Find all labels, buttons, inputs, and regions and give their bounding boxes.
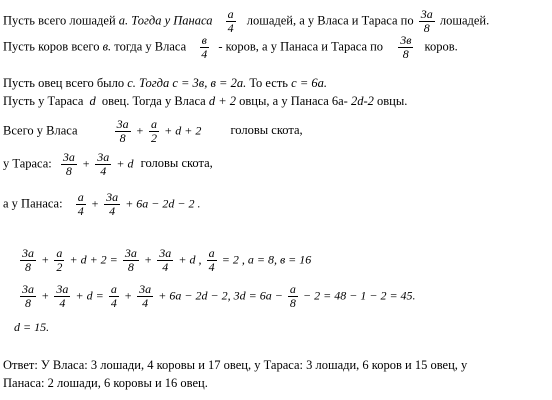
text: в. [102,39,112,54]
plus: + [41,252,50,267]
fraction [137,283,153,310]
text: с = 3в, в = 2а. [172,76,247,90]
text: d + 2 [208,94,237,108]
fraction [199,34,209,61]
text: Пусть всего лошадей [3,13,116,28]
plus: + [82,156,91,171]
text: То есть [249,76,289,90]
fraction [207,247,217,274]
denominator: 4 [109,204,116,218]
numerator: 3а [62,150,75,164]
numerator: а [151,117,158,131]
denominator: 4 [59,296,66,310]
denominator: 2 [151,131,158,145]
equation-2 [18,283,416,310]
label: у Тараса: [3,156,52,171]
text: Пусть овец всего было [3,76,125,90]
numerator: 3а [106,190,119,204]
numerator: а [208,246,215,260]
denominator: 8 [25,260,31,274]
line-1 [3,8,489,35]
line-6 [3,151,213,178]
line-7 [3,191,201,218]
numerator: 3а [22,246,34,260]
expr: + 6а − 2d − 2 . [125,196,201,211]
text: овцы. [377,94,408,108]
text: тогда у Власа [114,39,187,54]
expr: + d , [178,252,202,267]
fraction [115,118,131,145]
numerator: 3а [22,282,34,296]
plus: + [90,196,99,211]
denominator: 8 [402,47,409,61]
text: овец. Тогда у Власа [101,94,206,108]
text: головы скота, [230,123,303,138]
text: Пусть у Тараса [3,94,84,108]
answer-line-1 [3,358,467,372]
equation-1 [18,247,311,274]
expr: + d [116,156,134,171]
fraction [157,247,173,274]
numerator: а [110,282,117,296]
fraction [54,247,64,274]
label: а у Панаса: [3,196,63,211]
numerator: 3а [420,7,433,21]
fraction [149,118,159,145]
expr: d = 15. [14,320,50,334]
text: коров. [424,39,458,54]
text: головы скота, [140,156,213,171]
plus: + [144,252,153,267]
fraction [288,283,298,310]
text: 2d-2 [350,94,374,108]
fraction [20,247,36,274]
numerator: а [227,7,234,21]
denominator: 8 [423,21,430,35]
text: а. Тогда у Панаса [118,13,213,28]
answer-line-2 [3,376,208,390]
denominator: 2 [56,260,63,274]
denominator: 4 [201,47,208,61]
denominator: 4 [208,260,215,274]
denominator: 4 [110,296,117,310]
text: Пусть коров всего [3,39,100,54]
denominator: 4 [142,296,149,310]
line-2 [3,34,458,61]
expr: + d = [75,288,104,303]
numerator: 3а [139,282,152,296]
equation-3 [14,320,49,334]
plus: + [123,288,133,303]
text: овцы, а у Панаса 6а- [239,94,348,108]
answer-text: Ответ: У Власа: 3 лошади, 4 коровы и 17 овец, у Тараса: 3 лошади, 6 коров и 15 овец, у [3,358,468,372]
text: с = 6а. [291,76,327,90]
fraction [419,8,435,35]
answer-text: Панаса: 2 лошади, 6 коровы и 16 овец. [3,376,208,390]
numerator: а [77,190,84,204]
denominator: 4 [162,260,169,274]
numerator: 3а [159,246,172,260]
text: лошадей. [439,13,490,28]
denominator: 4 [100,164,107,178]
fraction [123,247,139,274]
denominator: 4 [77,204,84,218]
denominator: 8 [65,164,72,178]
expr: − 2 = 48 − 1 − 2 = 45. [303,288,416,303]
label: Всего у Власа [3,123,78,138]
denominator: 8 [289,296,296,310]
numerator: 3а [124,246,137,260]
line-4 [3,94,407,108]
line-5 [3,118,303,145]
denominator: 4 [227,21,234,35]
numerator: 3в [400,33,412,47]
expr: + 6а − 2d − 2, 3d = 6а − [158,288,283,303]
numerator: а [289,282,296,296]
fraction [95,151,111,178]
fraction [398,34,413,61]
numerator: 3а [116,117,129,131]
expr: + d + 2 [164,123,202,138]
fraction [226,8,236,35]
numerator: в [201,33,207,47]
fraction [76,191,86,218]
denominator: 8 [127,260,134,274]
text: лошадей, а у Власа и Тараса по [246,13,414,28]
text: с. Тогда [127,76,170,90]
numerator: а [56,246,63,260]
fraction [20,283,36,310]
expr: + d + 2 = [69,252,118,267]
line-3 [3,76,327,90]
expr: = 2 , а = 8, в = 16 [221,252,312,267]
numerator: 3а [97,150,110,164]
text: d [89,94,96,108]
text: - коров, а у Панаса и Тараса по [218,39,384,54]
fraction [109,283,119,310]
denominator: 8 [25,296,31,310]
plus: + [41,288,50,303]
fraction [61,151,77,178]
plus: + [135,123,144,138]
fraction [54,283,70,310]
denominator: 8 [119,131,126,145]
fraction [104,191,120,218]
numerator: 3а [56,282,69,296]
